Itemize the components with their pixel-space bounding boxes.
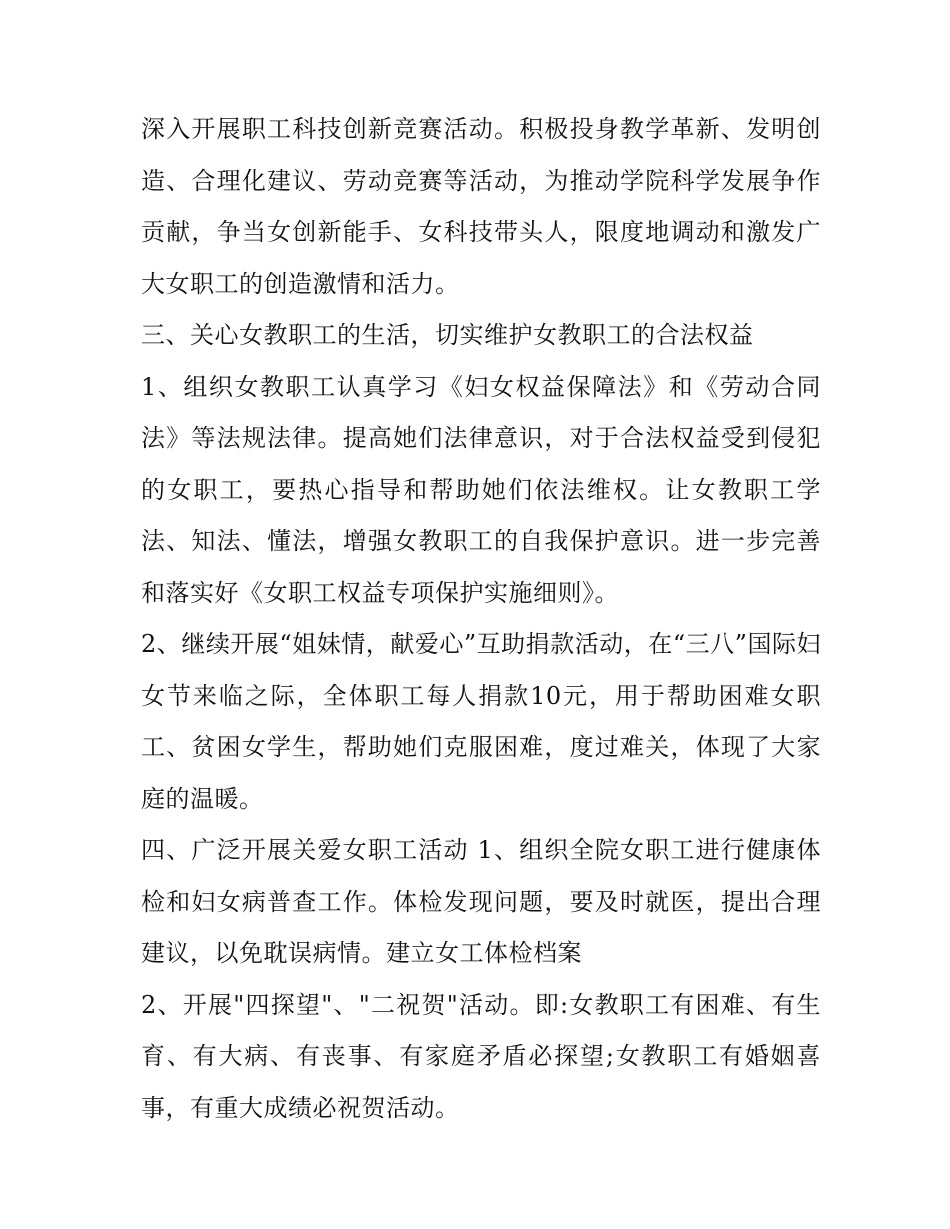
section-heading-four: 四、广泛开展关爱女职工活动 1、组织全院女职工进行健康体检和妇女病普查工作。体检发现问题，要及时就医，提出合理建议，以免耽误病情。建立女工体检档案 (141, 836, 821, 967)
document-body (141, 104, 821, 1134)
paragraph-tech-innovation: 深入开展职工科技创新竞赛活动。积极投身教学革新、发明创造、合理化建议、劳动竞赛等活动，为推动学院科学发展争作贡献，争当女创新能手、女科技带头人，限度地调动和激发广大女职工的创造激情和活力。 (141, 115, 821, 298)
paragraph-legal-study: 1、组织女教职工认真学习《妇女权益保障法》和《劳动合同法》等法规法律。提高她们法律意识，对于合法权益受到侵犯的女职工，要热心指导和帮助她们依法维权。让女教职工学法、知法、懂法，增强女教职工的自我保护意识。进一步完善和落实好《女职工权益专项保护实施细则》。 (141, 372, 821, 607)
section-heading-three: 三、关心女教职工的生活，切实维护女教职工的合法权益 (141, 321, 754, 349)
paragraph-visits: 2、开展"四探望"、"二祝贺"活动。即:女教职工有困难、有生育、有大病、有丧事、有家庭矛盾必探望;女教职工有婚姻喜事，有重大成绩必祝贺活动。 (141, 990, 821, 1122)
paragraph-donation: 2、继续开展“姐妹情，献爱心”互助捐款活动，在“三八”国际妇女节来临之际，全体职工每人捐款10元，用于帮助困难女职工、贫困女学生，帮助她们克服困难，度过难关，体现了大家庭的温暖。 (141, 630, 821, 813)
